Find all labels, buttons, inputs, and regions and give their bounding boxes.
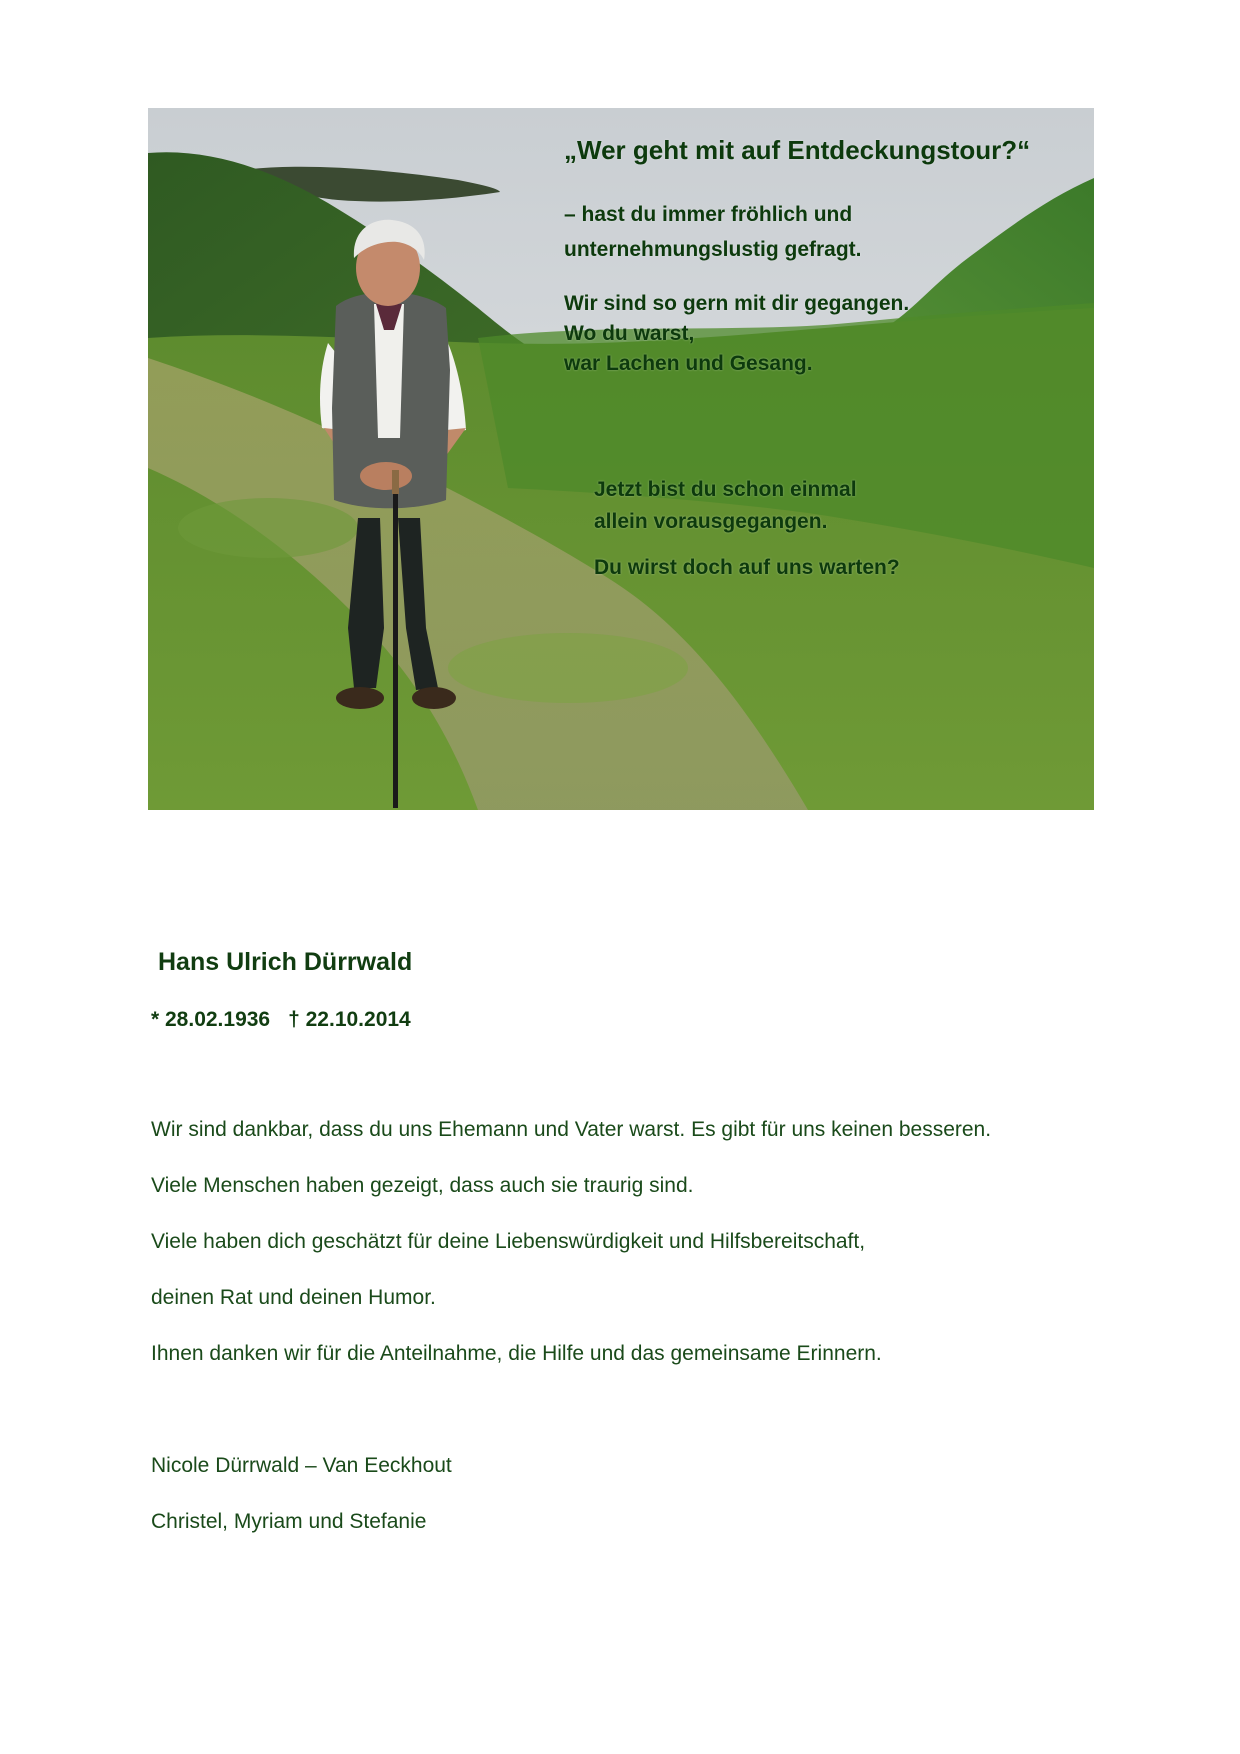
message-line: Viele Menschen haben gezeigt, dass auch sie traurig sind. bbox=[151, 1174, 694, 1197]
signature-line: Christel, Myriam und Stefanie bbox=[151, 1510, 427, 1533]
birth-date: * 28.02.1936 bbox=[151, 1008, 271, 1031]
message-line: Wir sind dankbar, dass du uns Ehemann und Vater warst. Es gibt für uns keinen besseren. bbox=[151, 1118, 992, 1141]
memorial-photo bbox=[148, 108, 1094, 810]
message-line: deinen Rat und deinen Humor. bbox=[151, 1286, 436, 1309]
poem-stanza-1 bbox=[564, 197, 862, 267]
poem-title: „Wer geht mit auf Entdeckungstour?“ bbox=[564, 135, 1031, 165]
poem-stanza-3 bbox=[594, 474, 857, 538]
poem-line: allein vorausgegangen. bbox=[594, 510, 828, 533]
poem-line: war Lachen und Gesang. bbox=[564, 352, 813, 375]
signature-line: Nicole Dürrwald – Van Eeckhout bbox=[151, 1454, 452, 1477]
message-line: Viele haben dich geschätzt für deine Liebenswürdigkeit und Hilfsbereitschaft, bbox=[151, 1230, 866, 1253]
poem-line: Wo du warst, bbox=[564, 322, 695, 345]
poem-line: Jetzt bist du schon einmal bbox=[594, 478, 857, 501]
poem-line: unternehmungslustig gefragt. bbox=[564, 238, 862, 261]
death-date: † 22.10.2014 bbox=[288, 1008, 411, 1031]
poem-stanza-2 bbox=[564, 289, 909, 379]
deceased-name: Hans Ulrich Dürrwald bbox=[158, 948, 413, 976]
poem-stanza-4: Du wirst doch auf uns warten? bbox=[594, 556, 900, 579]
life-dates bbox=[151, 1008, 411, 1032]
poem-line: – hast du immer fröhlich und bbox=[564, 203, 853, 226]
message-line: Ihnen danken wir für die Anteilnahme, die Hilfe und das gemeinsame Erinnern. bbox=[151, 1342, 882, 1365]
poem-line: Wir sind so gern mit dir gegangen. bbox=[564, 292, 910, 315]
